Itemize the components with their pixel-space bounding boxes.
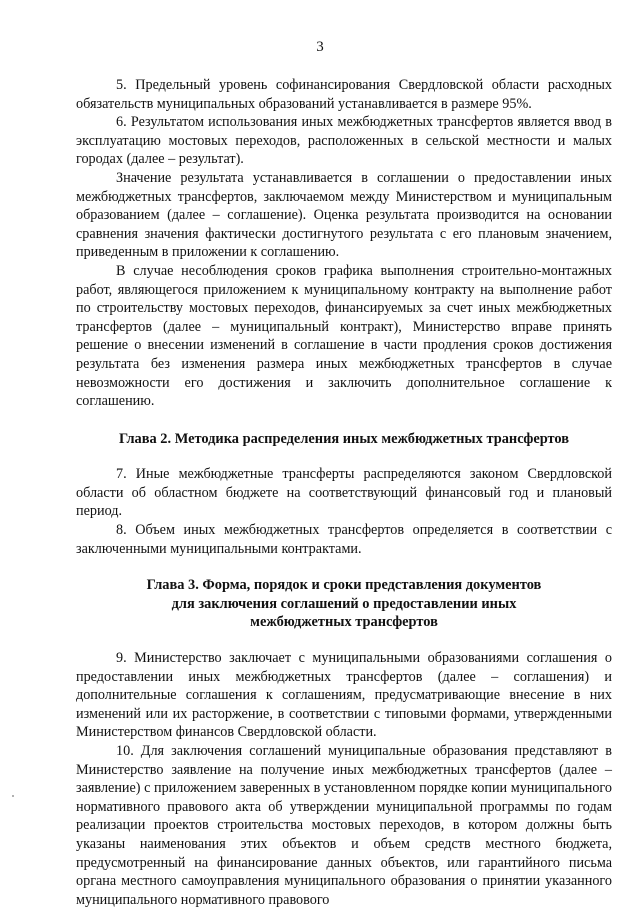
page-number: 3 bbox=[316, 39, 324, 55]
chapter-3-heading bbox=[76, 576, 612, 632]
paragraph-9: 9. Министерство заключает с муниципальными образованиями соглашения о предоставлении иных межбюджетных трансфертов (далее – соглашения) и дополнительные соглашения к соглашениям, предусматривающие внесение в них изменений или их расторжение, в соответствии с типовыми формами, утвержденными Министерством финансов Свердловской области. bbox=[76, 650, 612, 741]
paragraph-10: 10. Для заключения соглашений муниципальные образования представляют в Министерство заявление на получение иных межбюджетных трансфертов (далее – заявление) с приложением заверенных в установленном порядке копии муниципального нормативного правового акта об утверждении муниципальной программы по годам реализации проектов строительства мостовых переходов, в котором должны быть указаны наименования этих объектов и объем средств местного бюджета, предусмотренный на финансирование данных объектов, или гарантийного письма органа местного самоуправления муниципального образования о принятии указанного муниципального нормативного правового bbox=[76, 743, 612, 908]
chapter-3-heading-line-1: Глава 3. Форма, порядок и сроки представления документов bbox=[146, 577, 542, 594]
chapter-3-heading-line-2: для заключения соглашений о предоставлении иных bbox=[171, 595, 517, 612]
paragraph-8: 8. Объем иных межбюджетных трансфертов определяется в соответствии с заключенными муниципальными контрактами. bbox=[76, 522, 612, 557]
paragraph-6: 6. Результатом использования иных межбюджетных трансфертов является ввод в эксплуатацию мостовых переходов, расположенных в сельской местности и малых городах (далее – результат). bbox=[76, 114, 612, 168]
scan-speck bbox=[12, 795, 14, 797]
paragraph-result-value: Значение результата устанавливается в соглашении о предоставлении иных межбюджетных трансфертов, заключаемом между Министерством и муниципальным образованием (далее – соглашение). Оценка результата производится на основании сравнения значения фактически достигнутого результата с его плановым значением, приведенным в приложении к соглашению. bbox=[76, 169, 612, 261]
paragraph-5: 5. Предельный уровень софинансирования Свердловской области расходных обязательств муниципальных образований устанавливается в размере 95%. bbox=[76, 77, 612, 112]
chapter-3-heading-line-3: межбюджетных трансфертов bbox=[250, 614, 438, 631]
paragraph-7: 7. Иные межбюджетные трансферты распределяются законом Свердловской области об областном бюджете на соответствующий финансовый год и плановый период. bbox=[76, 466, 612, 520]
paragraph-schedule-breach: В случае несоблюдения сроков графика выполнения строительно-монтажных работ, являющегося приложением к муниципальному контракту на выполнение работ по строительству мостовых переходов, финансируемых за счет иных межбюджетных трансфертов (далее – муниципальный контракт), Министерство вправе принять решение о внесении изменений в соглашение в части продления сроков достижения результата без изменения размера иных межбюджетных трансфертов в случае невозможности его достижения и заключить дополнительное соглашение к соглашению. bbox=[76, 262, 612, 410]
chapter-2-heading: Глава 2. Методика распределения иных межбюджетных трансфертов bbox=[118, 430, 570, 447]
document-body bbox=[76, 76, 612, 909]
